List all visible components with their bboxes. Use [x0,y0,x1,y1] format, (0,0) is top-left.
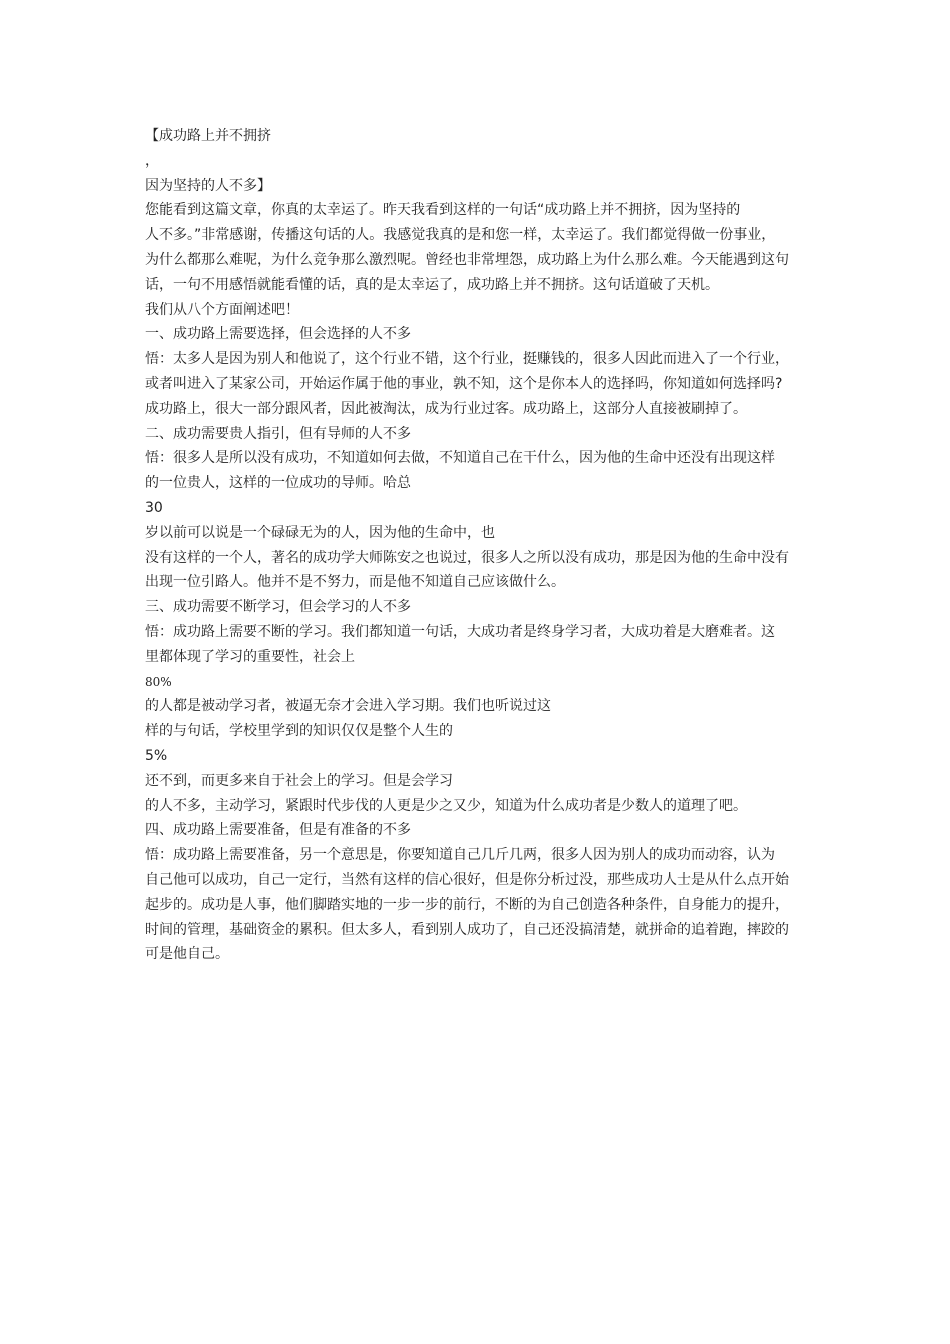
section-heading-4: 四、成功路上需要准备，但是有准备的不多 [145,822,411,839]
paragraph-line: 的人不多，主动学习，紧跟时代步伐的人更是少之又少，知道为什么成功者是少数人的道理了吧。 [145,797,747,814]
paragraph-line: 时间的管理，基础资金的累积。但太多人，看到别人成功了，自己还没搞清楚，就拼命的追着跑，摔跤的 [145,921,789,938]
paragraph-line: 自己他可以成功，自己一定行，当然有这样的信心很好，但是你分析过没，那些成功人士是从什么点开始 [145,871,789,888]
title-line-1: 【成功路上并不拥挤 [145,128,271,144]
paragraph-line: 岁以前可以说是一个碌碌无为的人，因为他的生命中，也 [145,524,495,541]
paragraph-line: 为什么都那么难呢，为什么竞争那么激烈呢。曾经也非常埋怨，成功路上为什么那么难。今天能遇到这句 [145,251,789,268]
title-line-2: 因为坚持的人不多】 [145,177,271,194]
paragraph-line: 人不多。”非常感谢，传播这句话的人。我感觉我真的是和您一样，太幸运了。我们都觉得做一份事业， [145,227,776,244]
paragraph-line: 的人都是被动学习者，被逼无奈才会进入学习期。我们也听说过这 [145,698,551,715]
title-comma: ， [145,152,159,169]
paragraph-line: 您能看到这篇文章，你真的太幸运了。昨天我看到这样的一句话“成功路上并不拥挤，因为坚持的 [145,202,741,219]
paragraph-line: 可是他自己。 [145,946,229,963]
paragraph-line: 话，一句不用感悟就能看懂的话，真的是太幸运了，成功路上并不拥挤。这句话道破了天机。 [145,276,719,293]
paragraph-line: 还不到，而更多来自于社会上的学习。但是会学习 [145,772,453,789]
paragraph-line: 里都体现了学习的重要性，社会上 [145,648,355,665]
paragraph-line: 悟：成功路上需要不断的学习。我们都知道一句话，大成功者是终身学习者，大成功着是大磨难者。这 [145,623,775,640]
paragraph-line: 悟：很多人是所以没有成功，不知道如何去做，不知道自己在干什么，因为他的生命中还没有出现这样 [145,450,775,467]
paragraph-line: 悟：成功路上需要准备，另一个意思是，你要知道自己几斤几两，很多人因为别人的成功而动容，认为 [145,847,775,864]
paragraph-line: 我们从八个方面阐述吧！ [145,301,299,318]
paragraph-line: 的一位贵人，这样的一位成功的导师。哈总 [145,475,411,492]
paragraph-line: 出现一位引路人。他并不是不努力，而是他不知道自己应该做什么。 [145,574,565,591]
paragraph-line: 5% [145,747,168,764]
paragraph-line: 没有这样的一个人，著名的成功学大师陈安之也说过，很多人之所以没有成功，那是因为他的生命中没有 [145,549,789,566]
paragraph-line: 起步的。成功是人事，他们脚踏实地的一步一步的前行，不断的为自己创造各种条件，自身能力的提升， [145,896,789,913]
paragraph-line: 成功路上，很大一部分跟风者，因此被淘汰，成为行业过客。成功路上，这部分人直接被刷掉了。 [145,400,747,417]
document-body [145,124,810,967]
paragraph-line: 80% [145,674,172,689]
paragraph-line: 样的与句话，学校里学到的知识仅仅是整个人生的 [145,723,453,740]
section-heading-1: 一、成功路上需要选择，但会选择的人不多 [145,326,411,343]
paragraph-line: 或者叫进入了某家公司，开始运作属于他的事业，孰不知，这个是你本人的选择吗，你知道如何选择吗? [145,375,783,392]
section-heading-2: 二、成功需要贵人指引，但有导师的人不多 [145,425,411,442]
paragraph-line: 悟：太多人是因为别人和他说了，这个行业不错，这个行业，挺赚钱的，很多人因此而进入了一个行业， [145,351,789,368]
paragraph-line: 30 [145,499,163,516]
section-heading-3: 三、成功需要不断学习，但会学习的人不多 [145,599,411,616]
